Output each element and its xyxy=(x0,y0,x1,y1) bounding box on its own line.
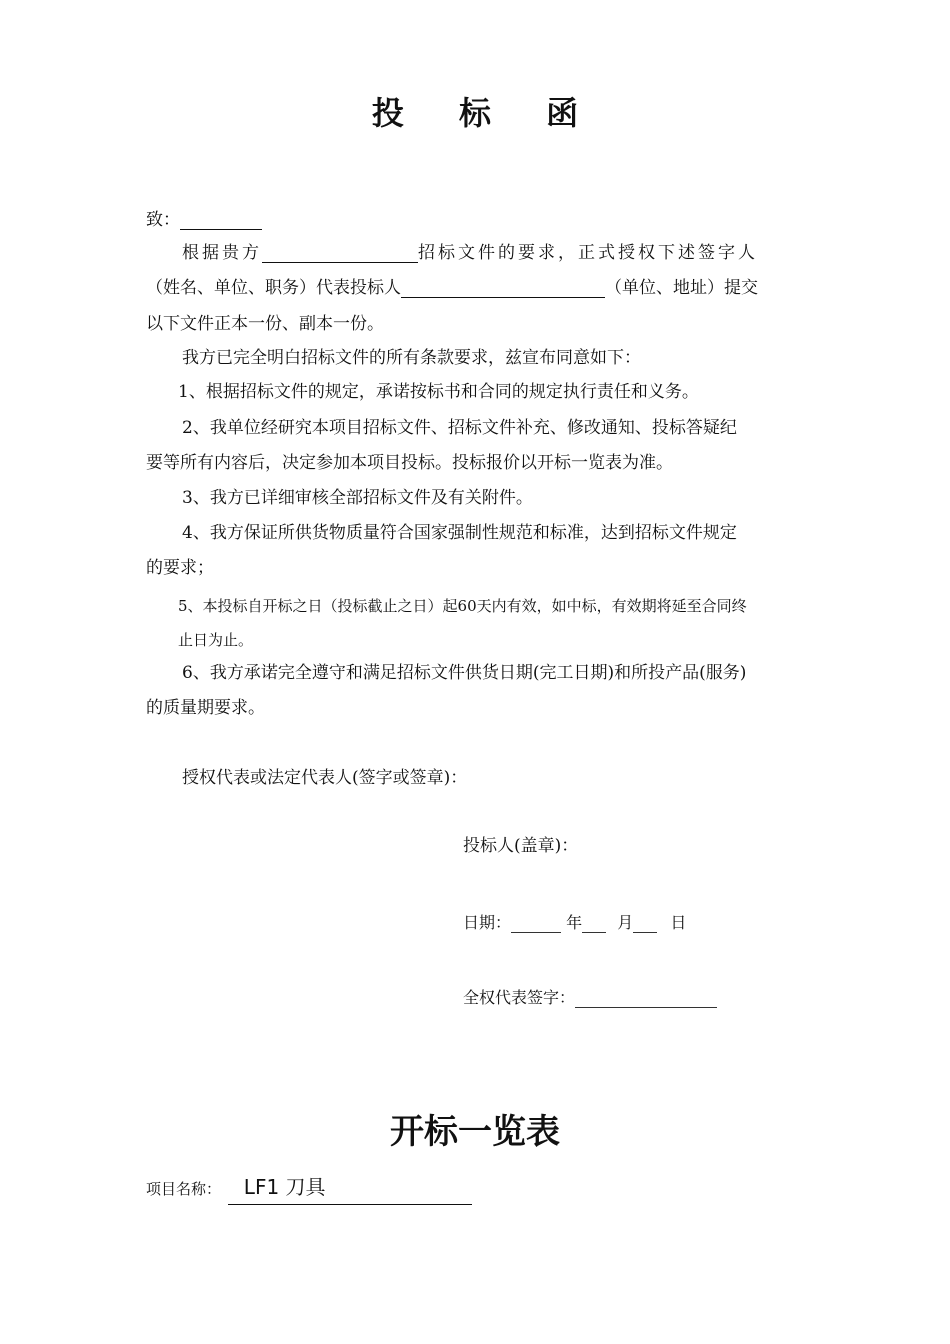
item-5-line1: 5、本投标自开标之日（投标截止之日）起60天内有效，如中标，有效期将延至合同终 xyxy=(178,597,747,615)
para1-line1 xyxy=(182,243,758,263)
bidder-seal-label: 投标人(盖章)： xyxy=(463,836,579,856)
summary-title: 开标一览表 xyxy=(390,1112,560,1152)
full-sign-blank[interactable] xyxy=(575,991,717,1008)
year-blank[interactable] xyxy=(511,916,561,933)
recipient-blank[interactable] xyxy=(180,211,262,230)
day-label: 日 xyxy=(670,913,687,932)
item-5-line2: 止日为止。 xyxy=(178,631,254,649)
para1-text-a: 根据贵方 xyxy=(182,243,262,263)
project-name-label: 项目名称： xyxy=(146,1180,222,1198)
date-line xyxy=(463,913,686,933)
para1-text-c: （姓名、单位、职务）代表投标人 xyxy=(146,278,401,298)
item-4-line2: 的要求； xyxy=(146,558,214,578)
item-3: 3、我方已详细审核全部招标文件及有关附件。 xyxy=(182,488,533,508)
full-sign-label: 全权代表签字： xyxy=(463,988,576,1007)
full-sign-line xyxy=(463,988,717,1008)
to-label: 致： xyxy=(146,210,180,230)
project-name-value: LF1 刀具 xyxy=(243,1175,326,1199)
tenderer-blank[interactable] xyxy=(262,244,418,263)
intro-text: 我方已完全明白招标文件的所有条款要求，兹宣布同意如下： xyxy=(182,348,641,368)
para1-line2 xyxy=(146,278,758,298)
month-blank[interactable] xyxy=(582,916,606,933)
bidder-blank[interactable] xyxy=(401,279,605,298)
item-6-line2: 的质量期要求。 xyxy=(146,698,265,718)
project-name-line xyxy=(146,1172,472,1205)
item-1: 1、根据招标文件的规定，承诺按标书和合同的规定执行责任和义务。 xyxy=(178,382,699,402)
authorized-rep-signature: 授权代表或法定代表人(签字或签章)： xyxy=(182,768,468,788)
year-label: 年 xyxy=(566,913,583,932)
para1-text-b: 招标文件的要求，正式授权下述签字人 xyxy=(418,243,758,263)
item-4-line1: 4、我方保证所供货物质量符合国家强制性规范和标准，达到招标文件规定 xyxy=(182,523,737,543)
letter-title: 投 标 函 xyxy=(371,94,601,132)
month-label: 月 xyxy=(617,913,634,932)
to-line xyxy=(146,210,262,230)
project-name-field[interactable] xyxy=(228,1172,472,1205)
para1-line3: 以下文件正本一份、副本一份。 xyxy=(146,314,384,334)
item-2-line2: 要等所有内容后，决定参加本项目投标。投标报价以开标一览表为准。 xyxy=(146,453,673,473)
item-6-line1: 6、我方承诺完全遵守和满足招标文件供货日期(完工日期)和所投产品(服务) xyxy=(182,663,747,683)
date-label: 日期： xyxy=(463,913,512,932)
day-blank[interactable] xyxy=(633,916,657,933)
para1-text-d: （单位、地址）提交 xyxy=(605,278,758,298)
item-2-line1: 2、我单位经研究本项目招标文件、招标文件补充、修改通知、投标答疑纪 xyxy=(182,418,737,438)
